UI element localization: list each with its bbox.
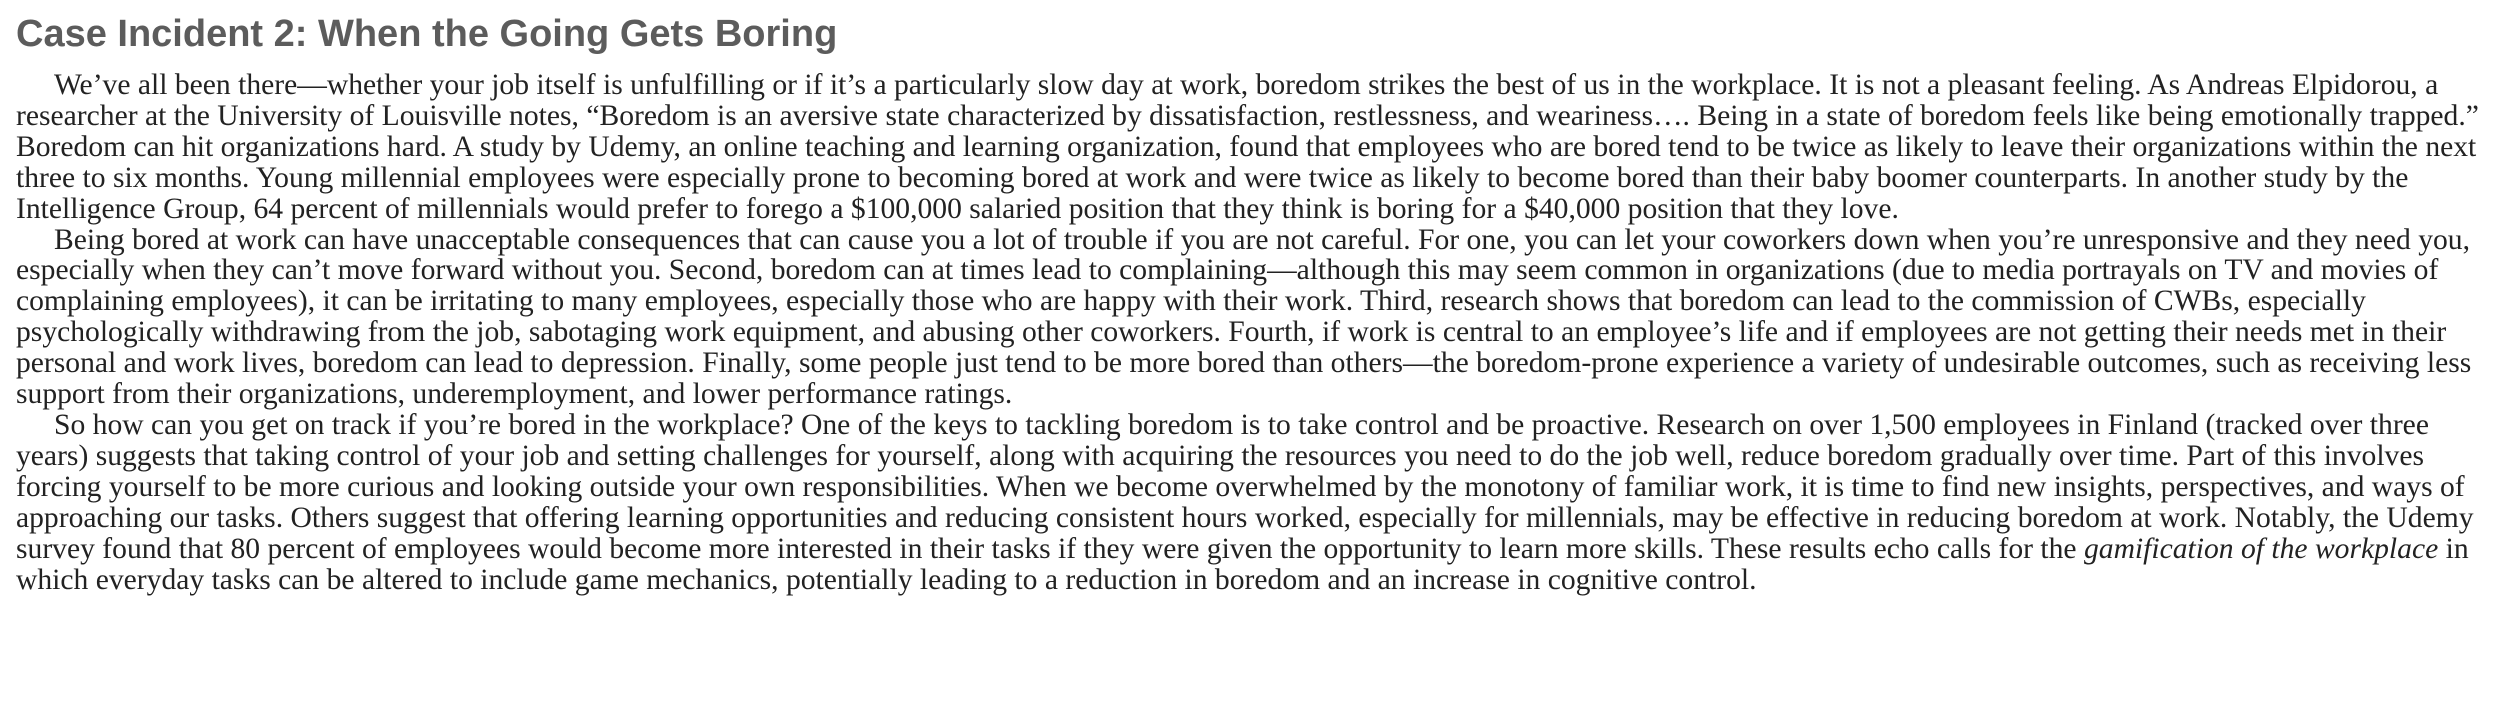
paragraph-3-text-before: So how can you get on track if you’re bored in the workplace? One of the keys to tackling boredom is to take control and be proactive. Research on over 1,500 employees in Finland (tracked over three years) suggests that taking control of your job and setting challenges for yourself, along with acquiring the resources you need to do the job well, reduce boredom gradually over time. Part of this involves forcing yourself to be more curious and looking outside your own responsibilities. When we become overwhelmed by the monotony of familiar work, it is time to find new insights, perspectives, and ways of approaching our tasks. Others suggest that offering learning opportunities and reducing consistent hours worked, especially for millennials, may be effective in reducing boredom at work. Notably, the Udemy survey found that 80 percent of employees would become more interested in their tasks if they were given the opportunity to learn more skills. These results echo calls for the	[16, 408, 2474, 565]
emphasized-term: gamification of the workplace	[2083, 532, 2439, 565]
page-title: Case Incident 2: When the Going Gets Boring	[16, 13, 838, 55]
article-body	[16, 70, 2506, 595]
paragraph-1: We’ve all been there—whether your job itself is unfulfilling or if it’s a particularly slow day at work, boredom strikes the best of us in the workplace. It is not a pleasant feeling. As Andreas Elpidorou, a researcher at the University of Louisville notes, “Boredom is an aversive state characterized by dissatisfaction, restlessness, and weariness…. Being in a state of boredom feels like being emotionally trapped.” Boredom can hit organizations hard. A study by Udemy, an online teaching and learning organization, found that employees who are bored tend to be twice as likely to leave their organizations within the next three to six months. Young millennial employees were especially prone to becoming bored at work and were twice as likely to become bored than their baby boomer counterparts. In another study by the Intelligence Group, 64 percent of millennials would prefer to forego a $100,000 salaried position that they think is boring for a $40,000 position that they love.	[16, 69, 2479, 225]
paragraph-3	[16, 410, 2506, 595]
paragraph-2: Being bored at work can have unacceptable consequences that can cause you a lot of trouble if you are not careful. For one, you can let your coworkers down when you’re unresponsive and they need you, especially when they can’t move forward without you. Second, boredom can at times lead to complaining—although this may seem common in organizations (due to media portrayals on TV and movies of complaining employees), it can be irritating to many employees, especially those who are happy with their work. Third, research shows that boredom can lead to the commission of CWBs, especially psychologically withdrawing from the job, sabotaging work equipment, and abusing other coworkers. Fourth, if work is central to an employee’s life and if employees are not getting their needs met in their personal and work lives, boredom can lead to depression. Finally, some people just tend to be more bored than others—the boredom-prone experience a variety of undesirable outcomes, such as receiving less support from their organizations, underemployment, and lower performance ratings.	[16, 223, 2472, 411]
paragraph-3-text-after: in which everyday tasks can be altered to include game mechanics, potentially leading to a reduction in boredom and an increase in cognitive control.	[16, 532, 2469, 596]
